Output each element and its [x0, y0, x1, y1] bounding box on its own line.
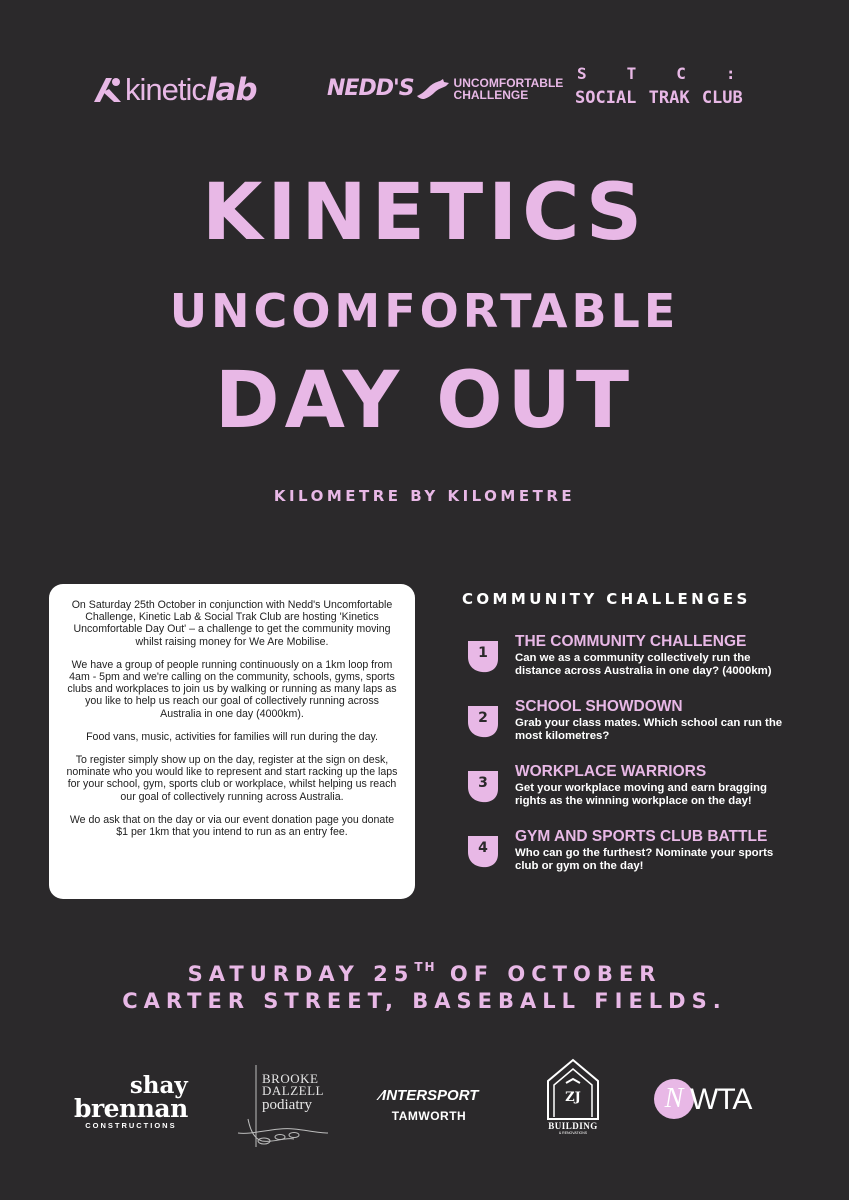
zj-initials: ZJ — [565, 1090, 581, 1105]
stc-name: SOCIAL TRAK CLUB — [575, 88, 743, 108]
challenge-number: 4 — [478, 840, 488, 856]
brooke-text-3: podiatry — [262, 1097, 312, 1113]
challenge-item — [462, 633, 802, 698]
kineticlab-text-a: kinetic — [125, 72, 206, 107]
nedds-subtext-2: CHALLENGE — [453, 87, 529, 102]
brooke-dalzell-podiatry-logo — [234, 1061, 330, 1149]
intersport-tamworth-logo — [368, 1087, 490, 1123]
community-challenges — [462, 590, 802, 893]
info-paragraph-4: To register simply show up on the day, register at the sign on desk, nominate who you would like to represent and start racking up the laps for your school, gym, sports club or workplace, whilst helping us reach our goal of collectively running across Australia. — [66, 754, 398, 803]
challenge-number-badge — [464, 767, 502, 805]
zj-text-2: & RENOVATIONS — [558, 1131, 588, 1135]
info-paragraph-1: On Saturday 25th October in conjunction with Nedd's Uncomfortable Challenge, Kinetic Lab & Social Trak Club are hosting 'Kinetics Uncomfortable Day Out' – a challenge to get the community moving whilst raising money for We Are Mobilise. — [71, 599, 393, 648]
nedds-logo — [327, 76, 563, 101]
nedds-text: NEDD'S — [327, 76, 414, 101]
challenge-description: Who can go the furthest? Nominate your sports club or gym on the day! — [515, 847, 774, 872]
social-trak-club-logo — [575, 64, 776, 108]
nwta-text: WTA — [690, 1083, 752, 1116]
challenge-item — [462, 828, 802, 893]
event-date-post: OF OCTOBER — [436, 962, 662, 986]
zj-building-logo — [540, 1057, 606, 1141]
intersport-location: TAMWORTH — [391, 1109, 467, 1123]
stc-initials: STC: — [577, 64, 776, 83]
brooke-text-2: DALZELL — [262, 1083, 324, 1098]
challenge-description: Can we as a community collectively run the distance across Australia in one day? (4000km) — [515, 652, 772, 677]
challenge-description: Grab your class mates. Which school can run the most kilometres? — [515, 717, 783, 742]
event-date-pre: SATURDAY 25 — [187, 962, 415, 986]
intersport-mark-icon: ⁄ — [379, 1087, 383, 1104]
event-date-suffix: TH — [414, 960, 437, 974]
partner-logos — [0, 64, 849, 114]
shay-brennan-text-3: CONSTRUCTIONS — [85, 1121, 177, 1130]
challenges-heading: COMMUNITY CHALLENGES — [462, 590, 751, 608]
kineticlab-logo — [92, 72, 257, 108]
challenge-title: GYM AND SPORTS CLUB BATTLE — [515, 828, 768, 845]
tagline: KILOMETRE BY KILOMETRE — [273, 487, 576, 505]
challenge-title: WORKPLACE WARRIORS — [515, 763, 707, 780]
challenge-title: SCHOOL SHOWDOWN — [515, 698, 683, 715]
challenge-number: 3 — [478, 775, 488, 791]
kineticlab-mark-icon — [92, 76, 122, 104]
title-line-1: KINETICS — [201, 168, 648, 258]
event-info-card — [49, 584, 415, 899]
info-paragraph-2: We have a group of people running continuously on a 1km loop from 4am - 5pm and we're calling on the community, schools, gyms, sports clubs and workplaces to join us by walking or running as many laps as you like to help us reach our goal of collectively running across Australia in one day (4000km). — [67, 658, 397, 720]
challenge-number: 1 — [478, 645, 488, 661]
title-line-3: DAY OUT — [214, 356, 635, 446]
kineticlab-text-b: lab — [205, 72, 257, 108]
title-line-2: UNCOMFORTABLE — [169, 284, 680, 338]
nwta-logo — [654, 1079, 774, 1121]
nwta-mark: N — [664, 1083, 684, 1114]
puma-cat-icon — [416, 78, 450, 100]
info-paragraph-5: We do ask that on the day or via our event donation page you donate $1 per 1km that you intend to run as an entry fee. — [69, 813, 395, 839]
sponsor-logos — [0, 1055, 849, 1145]
nwta-circle-icon — [654, 1079, 694, 1119]
shay-brennan-text-2: brennan — [74, 1094, 188, 1123]
intersport-text: INTERSPORT — [382, 1087, 479, 1104]
event-date — [0, 960, 849, 986]
zj-text-1: BUILDING — [548, 1121, 598, 1131]
info-paragraph-3: Food vans, music, activities for families will run during the day. — [86, 730, 378, 743]
brooke-text-1: BROOKE — [262, 1071, 319, 1086]
challenge-description: Get your workplace moving and earn bragging rights as the winning workplace on the day! — [515, 782, 767, 807]
challenge-number-badge — [464, 832, 502, 870]
challenge-number: 2 — [478, 710, 488, 726]
challenge-item — [462, 763, 802, 828]
event-location: CARTER STREET, BASEBALL FIELDS. — [122, 989, 727, 1013]
challenge-number-badge — [464, 637, 502, 675]
shay-brennan-text-1: shay — [129, 1072, 188, 1099]
challenge-title: THE COMMUNITY CHALLENGE — [515, 633, 747, 650]
challenge-item — [462, 698, 802, 763]
challenge-number-badge — [464, 702, 502, 740]
shay-brennan-logo — [74, 1072, 188, 1130]
nedds-subtext-1: UNCOMFORTABLE — [453, 75, 564, 90]
